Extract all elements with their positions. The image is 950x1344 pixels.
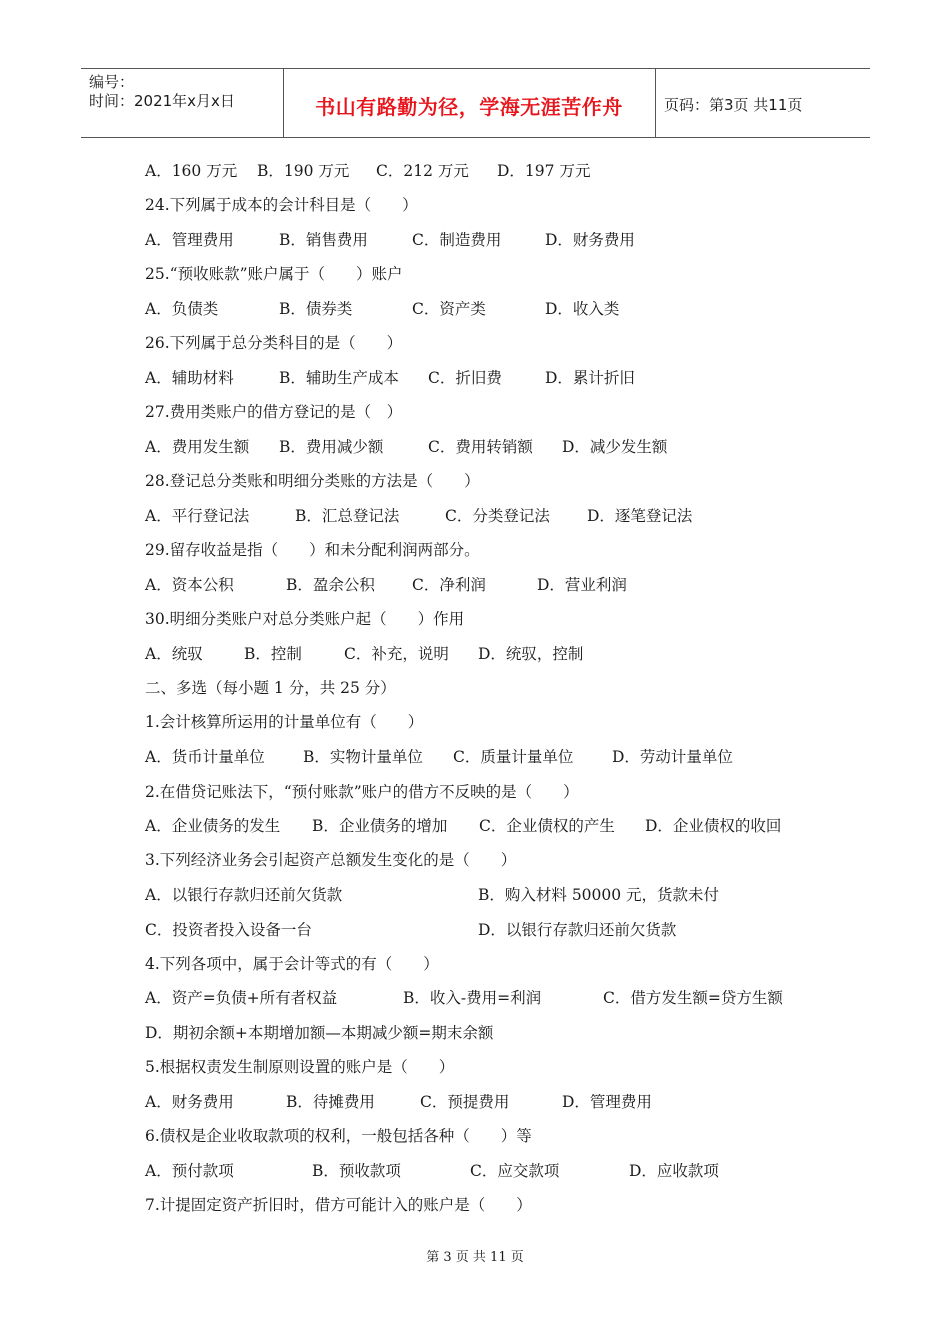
question-text: 28.登记总分类账和明细分类账的方法是（ ） [145,472,480,490]
answer-option: A．管理费用 [145,231,234,249]
answer-option: B．190 万元 [257,162,350,180]
answer-option: A．企业债务的发生 [145,817,281,835]
answer-option: D．以银行存款归还前欠货款 [478,921,677,939]
answer-option: B．预收款项 [312,1162,401,1180]
question-text: D．期初余额+本期增加额—本期减少额=期末余额 [145,1024,494,1042]
answer-option: A．财务费用 [145,1093,234,1111]
answer-option: C．资产类 [412,300,486,318]
answer-option: C．212 万元 [376,162,469,180]
page-info: 页码：第3页 共11页 [664,96,803,114]
answer-option: D．财务费用 [545,231,635,249]
answer-option: C．折旧费 [428,369,502,387]
question-text: 2.在借贷记账法下，“预付账款”账户的借方不反映的是（ ） [145,783,579,801]
answer-option: D．197 万元 [497,162,591,180]
answer-option: B．实物计量单位 [303,748,423,766]
answer-option: D．收入类 [545,300,620,318]
answer-option: B．汇总登记法 [295,507,400,525]
answer-option: A．预付款项 [145,1162,234,1180]
answer-option: A．平行登记法 [145,507,250,525]
page-header [81,68,870,138]
header-motto-cell [283,69,656,137]
question-text: 6.债权是企业收取款项的权利，一般包括各种（ ）等 [145,1127,532,1145]
answer-option: D．减少发生额 [562,438,668,456]
question-text: 25.“预收账款”账户属于（ ）账户 [145,265,403,283]
answer-option: D．统驭，控制 [478,645,584,663]
answer-option: A．资产=负债+所有者权益 [145,989,338,1007]
answer-option: C．借方发生额=贷方生额 [603,989,783,1007]
answer-option: A．统驭 [145,645,203,663]
answer-option: A．160 万元 [145,162,238,180]
answer-option: D．企业债权的收回 [645,817,782,835]
answer-option: D．应收款项 [629,1162,719,1180]
answer-option: D．累计折旧 [545,369,635,387]
answer-option: C．补充，说明 [344,645,449,663]
answer-option: C．分类登记法 [445,507,550,525]
answer-option: B．债券类 [279,300,353,318]
answer-option: C．预提费用 [420,1093,510,1111]
number-label: 编号： [89,73,135,91]
answer-option: A．资本公积 [145,576,234,594]
question-text: 1.会计核算所运用的计量单位有（ ） [145,713,424,731]
answer-option: D．逐笔登记法 [587,507,693,525]
answer-option: A．辅助材料 [145,369,234,387]
answer-option: B．收入-费用=利润 [403,989,542,1007]
answer-option: C．企业债权的产生 [479,817,615,835]
answer-option: B．费用减少额 [279,438,384,456]
answer-option: C．制造费用 [412,231,502,249]
question-text: 3.下列经济业务会引起资产总额发生变化的是（ ） [145,851,517,869]
answer-option: D．劳动计量单位 [612,748,733,766]
answer-option: B．盈余公积 [286,576,375,594]
answer-option: B．控制 [244,645,302,663]
question-text: 二、多选（每小题 1 分，共 25 分） [145,679,396,697]
answer-option: D．管理费用 [562,1093,652,1111]
answer-option: A．货币计量单位 [145,748,265,766]
question-text: 5.根据权责发生制原则设置的账户是（ ） [145,1058,455,1076]
answer-option: B．销售费用 [279,231,368,249]
answer-option: C．质量计量单位 [453,748,574,766]
motto: 书山有路勤为径，学海无涯苦作舟 [315,95,623,119]
header-page-cell [655,69,870,137]
answer-option: A．以银行存款归还前欠货款 [145,886,343,904]
answer-option: B．企业债务的增加 [312,817,448,835]
question-text: 7.计提固定资产折旧时，借方可能计入的账户是（ ） [145,1196,532,1214]
answer-option: A．负债类 [145,300,219,318]
time-label: 时间：2021年x月x日 [89,92,235,110]
answer-option: C．应交款项 [470,1162,560,1180]
question-text: 4.下列各项中，属于会计等式的有（ ） [145,955,439,973]
page-footer: 第 3 页 共 11 页 [426,1250,524,1265]
answer-option: A．费用发生额 [145,438,250,456]
answer-option: C．投资者投入设备一台 [145,921,312,939]
question-text: 26.下列属于总分类科目的是（ ） [145,334,403,352]
question-text: 27.费用类账户的借方登记的是（ ） [145,403,403,421]
question-text: 24.下列属于成本的会计科目是（ ） [145,196,418,214]
answer-option: C．净利润 [412,576,486,594]
answer-option: D．营业利润 [537,576,627,594]
question-text: 29.留存收益是指（ ）和未分配利润两部分。 [145,541,480,559]
answer-option: B．待摊费用 [286,1093,375,1111]
answer-option: B．购入材料 50000 元，货款未付 [478,886,720,904]
answer-option: B．辅助生产成本 [279,369,399,387]
answer-option: C．费用转销额 [428,438,533,456]
question-text: 30.明细分类账户对总分类账户起（ ）作用 [145,610,465,628]
header-info-cell [81,69,284,137]
